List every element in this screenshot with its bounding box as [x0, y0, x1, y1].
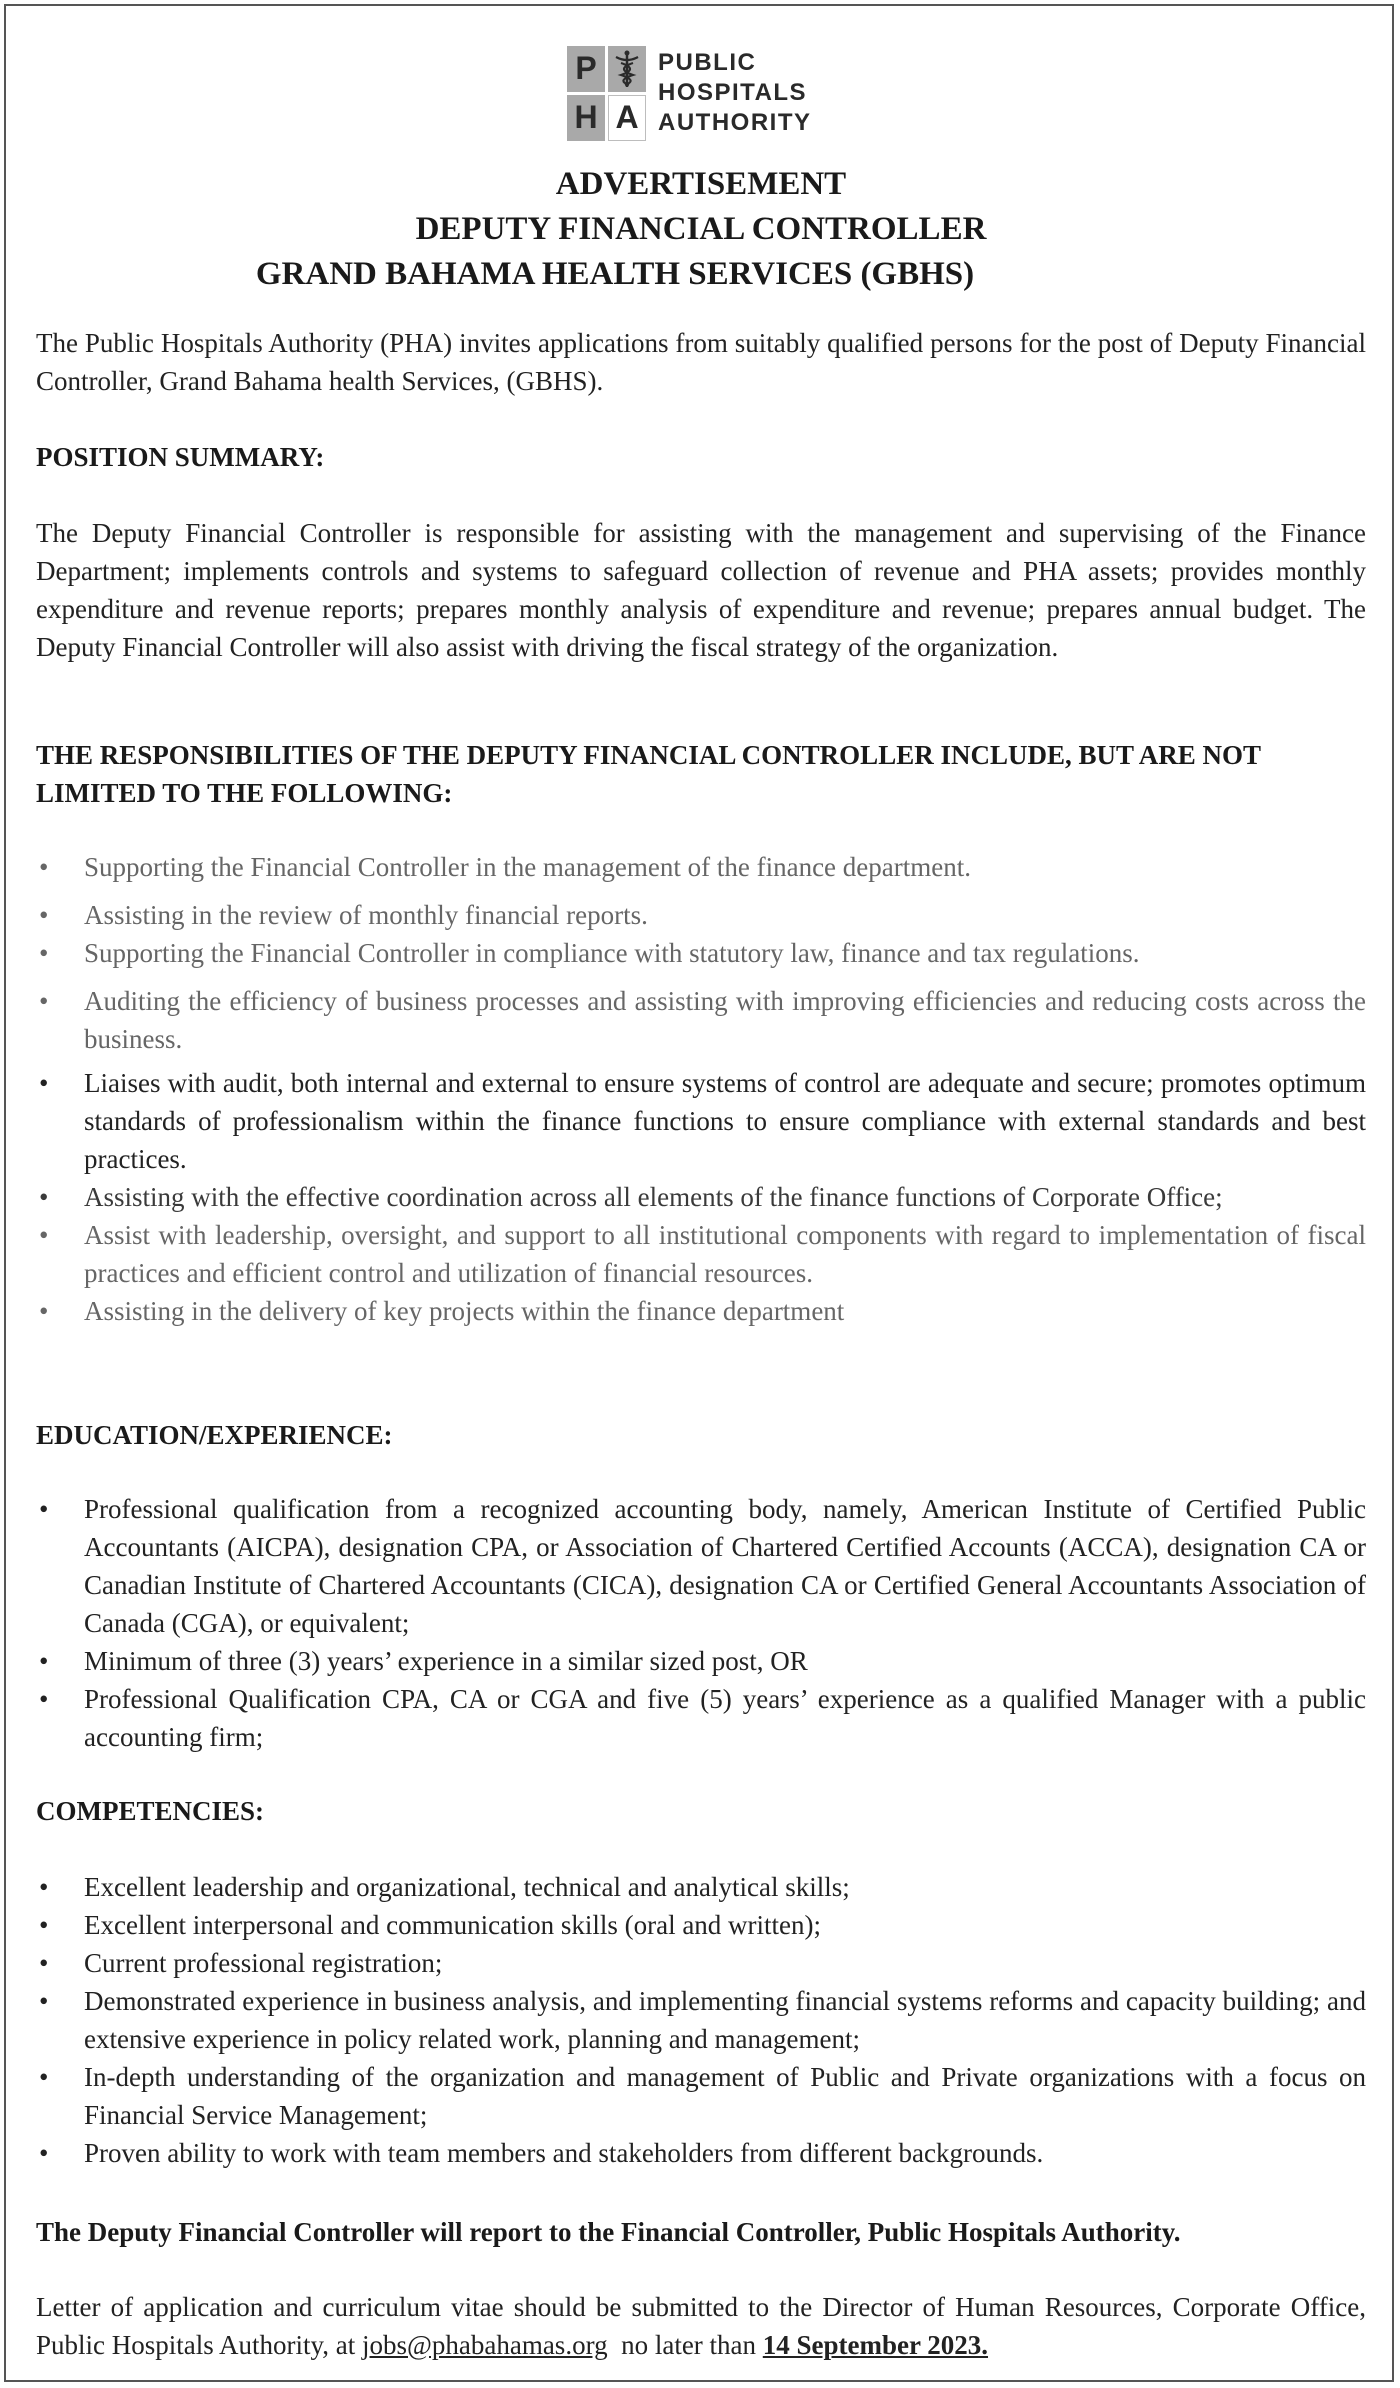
heading-position: DEPUTY FINANCIAL CONTROLLER [415, 211, 987, 247]
list-item: • Professional qualification from a recognized accounting body, namely, American Institute of Certified Public Accountants (AICPA), designation CPA, or Association of Chartered Certified Accounts (ACCA), designation CA or Canadian Institute of Chartered Accountants (CICA), designation CA or Certified General Accountants Association of Canada (CGA), or equivalent; [36, 1490, 1366, 1642]
responsibilities-title: THE RESPONSIBILITIES OF THE DEPUTY FINANCIAL CONTROLLER INCLUDE, BUT ARE NOT LIMITED TO THE FOLLOWING: [36, 740, 1261, 808]
list-item: • Proven ability to work with team members and stakeholders from different backgrounds. [36, 2134, 1366, 2172]
heading-advertisement: ADVERTISEMENT [555, 166, 847, 202]
pha-logo [567, 44, 812, 142]
logo-letter-p: P [567, 46, 605, 92]
list-item: • Liaises with audit, both internal and external to ensure systems of control are adequate and secure; promotes optimum standards of professionalism within the finance functions to ensure compliance with external standards and best practices. [36, 1064, 1366, 1178]
list-item: • In-depth understanding of the organization and management of Public and Private organizations with a focus on Financial Service Management; [36, 2058, 1366, 2134]
list-item: • Supporting the Financial Controller in the management of the finance department. [36, 848, 1366, 886]
competencies-title: COMPETENCIES: [36, 1796, 265, 1826]
heading-location: GRAND BAHAMA HEALTH SERVICES (GBHS) [255, 256, 975, 292]
competencies-list [36, 1868, 1366, 2172]
list-item: • Assist with leadership, oversight, and support to all institutional components with regard to implementation of fiscal practices and efficient control and utilization of financial resources. [36, 1216, 1366, 1292]
logo-line-hospitals: HOSPITALS [658, 79, 808, 106]
education-list [36, 1490, 1366, 1756]
logo-letter-h: H [567, 95, 605, 141]
list-item: • Assisting with the effective coordination across all elements of the finance functions of Corporate Office; [36, 1178, 1366, 1216]
list-item: • Minimum of three (3) years’ experience in a similar sized post, OR [36, 1642, 1366, 1680]
list-item: • Excellent interpersonal and communication skills (oral and written); [36, 1906, 1366, 1944]
list-item: • Current professional registration; [36, 1944, 1366, 1982]
list-item: • Assisting in the review of monthly financial reports. [36, 896, 1366, 934]
list-item: • Auditing the efficiency of business processes and assisting with improving efficiencies and reducing costs across the business. [36, 982, 1366, 1058]
application-instructions [36, 2288, 1366, 2364]
list-item: • Excellent leadership and organizational, technical and analytical skills; [36, 1868, 1366, 1906]
intro-paragraph: The Public Hospitals Authority (PHA) invites applications from suitably qualified persons for the post of Deputy Financial Controller, Grand Bahama health Services, (GBHS). [36, 328, 1366, 396]
deadline-date: 14 September 2023. [762, 2330, 989, 2360]
email-link[interactable]: jobs@phabahamas.org [362, 2330, 608, 2360]
list-item: • Professional Qualification CPA, CA or CGA and five (5) years’ experience as a qualified Manager with a public accounting firm; [36, 1680, 1366, 1756]
deadline-prefix: no later than [621, 2330, 757, 2360]
reporting-statement: The Deputy Financial Controller will report to the Financial Controller, Public Hospitals Authority. [36, 2217, 1181, 2247]
responsibilities-list [36, 848, 1366, 1330]
caduceus-icon [608, 46, 646, 92]
list-item: • Demonstrated experience in business analysis, and implementing financial systems reforms and capacity building; and extensive experience in policy related work, planning and management; [36, 1982, 1366, 2058]
list-item: • Supporting the Financial Controller in compliance with statutory law, finance and tax regulations. [36, 934, 1366, 972]
position-summary-title: POSITION SUMMARY: [36, 442, 325, 472]
logo-line-public: PUBLIC [658, 49, 757, 76]
logo-line-authority: AUTHORITY [658, 109, 812, 136]
position-summary-body: The Deputy Financial Controller is responsible for assisting with the management and supervising of the Finance Department; implements controls and systems to safeguard collection of revenue and PHA assets; provides monthly expenditure and revenue reports; prepares monthly analysis of expenditure and revenue; prepares annual budget. The Deputy Financial Controller will also assist with driving the fiscal strategy of the organization. [36, 518, 1366, 662]
advertisement-page [4, 4, 1394, 2382]
application-text: Letter of application and curriculum vitae should be submitted to the Director of Human Resources, Corporate Office, Public Hospitals Authority, at [36, 2292, 1366, 2360]
education-title: EDUCATION/EXPERIENCE: [36, 1420, 393, 1450]
list-item: • Assisting in the delivery of key projects within the finance department [36, 1292, 1366, 1330]
logo-letter-a: A [608, 95, 646, 141]
logo-mark [567, 46, 646, 141]
logo-wordmark [658, 48, 812, 138]
